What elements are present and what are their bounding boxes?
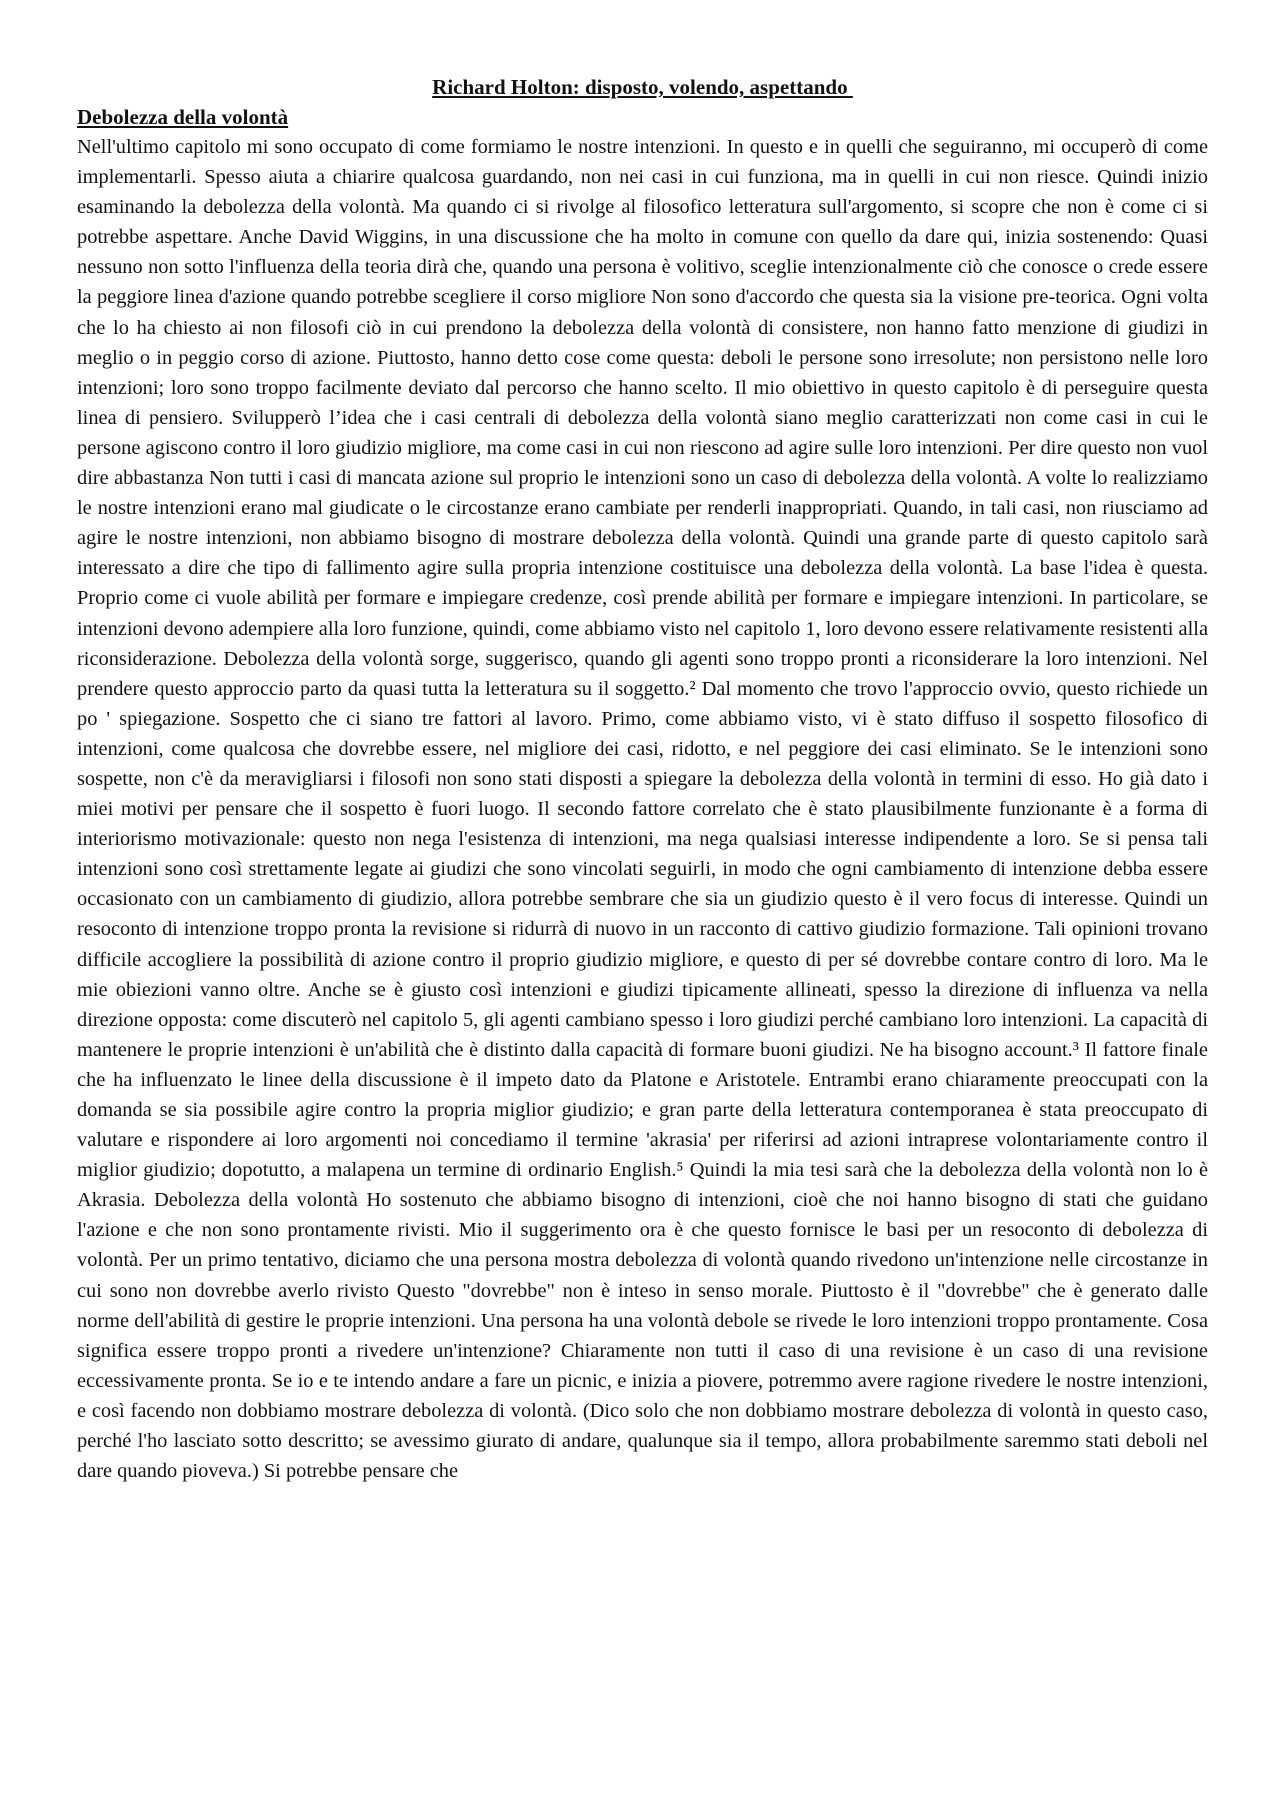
document-page <box>77 72 1208 1486</box>
document-title: Richard Holton: disposto, volendo, aspettando <box>432 75 853 99</box>
body-paragraph: Nell'ultimo capitolo mi sono occupato di come formiamo le nostre intenzioni. In questo e in quelli che seguiranno, mi occuperò di come implementarli. Spesso aiuta a chiarire qualcosa guardando, non nei casi in cui funziona, ma in quelli in cui non riesce. Quindi inizio esaminando la debolezza della volontà. Ma quando ci si rivolge al filosofico letteratura sull'argomento, si scopre che non è come ci si potrebbe aspettare. Anche David Wiggins, in una discussione che ha molto in comune con quello da dare qui, inizia sostenendo: Quasi nessuno non sotto l'influenza della teoria dirà che, quando una persona è volitivo, sceglie intenzionalmente ciò che conosce o crede essere la peggiore linea d'azione quando potrebbe scegliere il corso migliore Non sono d'accordo che questa sia la visione pre-teorica. Ogni volta che lo ha chiesto ai non filosofi ciò in cui prendono la debolezza della volontà di consistere, non hanno fatto menzione di giudizi in meglio o in peggio corso di azione. Piuttosto, hanno detto cose come questa: deboli le persone sono irresolute; non persistono nelle loro intenzioni; loro sono troppo facilmente deviato dal percorso che hanno scelto. Il mio obiettivo in questo capitolo è di perseguire questa linea di pensiero. Svilupperò l’idea che i casi centrali di debolezza della volontà siano meglio caratterizzati non come casi in cui le persone agiscono contro il loro giudizio migliore, ma come casi in cui non riescono ad agire sulle loro intenzioni. Per dire questo non vuol dire abbastanza Non tutti i casi di mancata azione sul proprio le intenzioni sono un caso di debolezza della volontà. A volte lo realizziamo le nostre intenzioni erano mal giudicate o le circostanze erano cambiate per renderli inappropriati. Quando, in tali casi, non riusciamo ad agire le nostre intenzioni, non abbiamo bisogno di mostrare debolezza della volontà. Quindi una grande parte di questo capitolo sarà interessato a dire che tipo di fallimento agire sulla propria intenzione costituisce una debolezza della volontà. La base l'idea è questa. Proprio come ci vuole abilità per formare e impiegare credenze, così prende abilità per formare e impiegare intenzioni. In particolare, se intenzioni devono adempiere alla loro funzione, quindi, come abbiamo visto nel capitolo 1, loro devono essere relativamente resistenti alla riconsiderazione. Debolezza della volontà sorge, suggerisco, quando gli agenti sono troppo pronti a riconsiderare la loro intenzioni. Nel prendere questo approccio parto da quasi tutta la letteratura su il soggetto.² Dal momento che trovo l'approccio ovvio, questo richiede un po ' spiegazione. Sospetto che ci siano tre fattori al lavoro. Primo, come abbiamo visto, vi è stato diffuso il sospetto filosofico di intenzioni, come qualcosa che dovrebbe essere, nel migliore dei casi, ridotto, e nel peggiore dei casi eliminato. Se le intenzioni sono sospette, non c'è da meravigliarsi i filosofi non sono stati disposti a spiegare la debolezza della volontà in termini di esso. Ho già dato i miei motivi per pensare che il sospetto è fuori luogo. Il secondo fattore correlato che è stato plausibilmente funzionante è a forma di interiorismo motivazionale: questo non nega l'esistenza di intenzioni, ma nega qualsiasi interesse indipendente a loro. Se si pensa tali intenzioni sono così strettamente legate ai giudizi che sono vincolati seguirli, in modo che ogni cambiamento di intenzione debba essere occasionato con un cambiamento di giudizio, allora potrebbe sembrare che sia un giudizio questo è il vero focus di interesse. Quindi un resoconto di intenzione troppo pronta la revisione si ridurrà di nuovo in un racconto di cattivo giudizio formazione. Tali opinioni trovano difficile accogliere la possibilità di azione contro il proprio giudizio migliore, e questo di per sé dovrebbe contare contro di loro. Ma le mie obiezioni vanno oltre. Anche se è giusto così intenzioni e giudizi tipicamente allineati, spesso la direzione di influenza va nella direzione opposta: come discuterò nel capitolo 5, gli agenti cambiano spesso i loro giudizi perché cambiano loro intenzioni. La capacità di mantenere le proprie intenzioni è un'abilità che è distinto dalla capacità di formare buoni giudizi. Ne ha bisogno account.³ Il fattore finale che ha influenzato le linee della discussione è il impeto dato da Platone e Aristotele. Entrambi erano chiaramente preoccupati con la domanda se sia possibile agire contro la propria miglior giudizio; e gran parte della letteratura contemporanea è stata preoccupato di valutare e rispondere ai loro argomenti noi concediamo il termine 'akrasia' per riferirsi ad azioni intraprese volontariamente contro il miglior giudizio; dopotutto, a malapena un termine di ordinario English.⁵ Quindi la mia tesi sarà che la debolezza della volontà non lo è Akrasia. Debolezza della volontà Ho sostenuto che abbiamo bisogno di intenzioni, cioè che noi hanno bisogno di stati che guidano l'azione e che non sono prontamente rivisti. Mio il suggerimento ora è che questo fornisce le basi per un resoconto di debolezza di volontà. Per un primo tentativo, diciamo che una persona mostra debolezza di volontà quando rivedono un'intenzione nelle circostanze in cui sono non dovrebbe averlo rivisto Questo "dovrebbe" non è inteso in senso morale. Piuttosto è il "dovrebbe" che è generato dalle norme dell'abilità di gestire le proprie intenzioni. Una persona ha una volontà debole se rivede le loro intenzioni troppo prontamente. Cosa significa essere troppo pronti a rivedere un'intenzione? Chiaramente non tutti il caso di una revisione è un caso di una revisione eccessivamente pronta. Se io e te intendo andare a fare un picnic, e inizia a piovere, potremmo avere ragione rivedere le nostre intenzioni, e così facendo non dobbiamo mostrare debolezza di volontà. (Dico solo che non dobbiamo mostrare debolezza di volontà in questo caso, perché l'ho lasciato sotto descritto; se avessimo giurato di andare, qualunque sia il tempo, allora probabilmente saremmo stati deboli nel dare quando pioveva.) Si potrebbe pensare che <box>77 136 1208 1483</box>
section-heading: Debolezza della volontà <box>77 105 289 129</box>
